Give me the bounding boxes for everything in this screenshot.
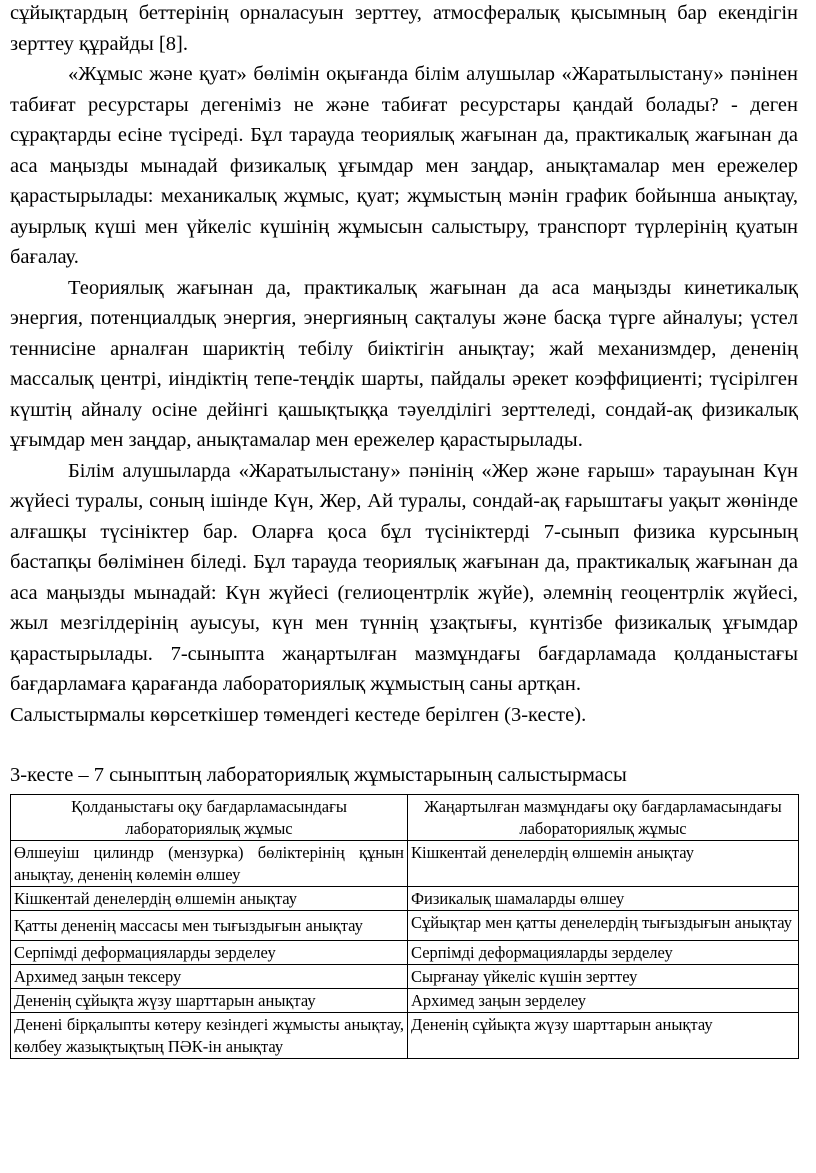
table-header-row [11,795,799,841]
table-row [11,941,799,965]
table-cell-updated: Архимед заңын зерделеу [408,989,799,1013]
table-cell-current: Денені бірқалыпты көтеру кезіндегі жұмысты анықтау, көлбеу жазықтықтың ПӘК-ін анықтау [11,1013,408,1059]
table-caption: 3-кесте – 7 сыныптың лабораториялық жұмыстарының салыстырмасы [10,764,627,786]
paragraph-earth-and-space: Білім алушыларда «Жаратылыстану» пәнінің «Жер және ғарыш» тарауынан Күн жүйесі туралы, соның ішінде Күн, Жер, Ай туралы, сондай-ақ ғарыштағы уақыт жөнінде алғашқы түсініктер бар. Оларға қоса бұл түсініктерді 7-сынып физика курсының бастапқы бөлімінен біледі. Бұл тарауда теориялық жағынан да, практикалық жағынан да аса маңызды мынадай: Күн жүйесі (гелиоцентрлік жүйе), әлемнің геоцентрлік жүйесі, жыл мезгілдерінің ауысуы, күн мен түннің ұзақтығы, күнтізбе физикалық ұғымдар қарастырылады. 7-сыныпта жаңартылған мазмұндағы бағдарламада қолданыстағы бағдарламаға қарағанда лабораториялық жұмыстың саны артқан. [10,459,798,695]
table-cell-current: Серпімді деформацияларды зерделеу [11,941,408,965]
table-row [11,911,799,941]
table-cell-current: Кішкентай денелердің өлшемін анықтау [11,887,408,911]
paragraph-continuation: сұйықтардың беттерінің орналасуын зерттеу, атмосфералық қысымның бар екендігін зерттеу құрайды [8]. [10,2,798,55]
table-row [11,989,799,1013]
table-cell-updated: Сұйықтар мен қатты денелердің тығыздығын анықтау [408,911,799,941]
table-cell-current: Өлшеуіш цилиндр (мензурка) бөліктерінің құнын анықтау, дененің көлемін өлшеу [11,841,408,887]
table-cell-current: Архимед заңын тексеру [11,965,408,989]
table-cell-updated: Дененің сұйықта жүзу шарттарын анықтау [408,1013,799,1059]
table-row [11,965,799,989]
table-row [11,1013,799,1059]
table-cell-updated: Физикалық шамаларды өлшеу [408,887,799,911]
table-row [11,887,799,911]
table-cell-updated: Кішкентай денелердің өлшемін анықтау [408,841,799,887]
document-page [10,0,798,1059]
table-cell-current: Дененің сұйықта жүзу шарттарын анықтау [11,989,408,1013]
table-cell-current: Қатты дененің массасы мен тығыздығын анықтау [11,911,408,941]
paragraph-table-reference: Салыстырмалы көрсеткішер төмендегі кестеде берілген (3-кесте). [10,703,587,726]
comparison-table [10,794,799,1059]
paragraph-work-and-power: «Жұмыс және қуат» бөлімін оқығанда білім алушылар «Жаратылыстану» пәнінен табиғат ресурстары дегеніміз не және табиғат ресурстары қандай болады? - деген сұрақтарды есіне түсіреді. Бұл тарауда теориялық жағынан да, практикалық жағынан да аса маңызды мынадай физикалық ұғымдар мен заңдар, анықтамалар мен ережелер қарастырылады: механикалық жұмыс, қуат; жұмыстың мәнін график бойынша анықтау, ауырлық күші мен үйкеліс күшінің жұмысын салыстыру, транспорт түрлерінің қуатын бағалау. [10,63,798,268]
table-cell-updated: Серпімді деформацияларды зерделеу [408,941,799,965]
header-updated-program: Жаңартылған мазмұндағы оқу бағдарламасындағы лабораториялық жұмыс [408,795,799,841]
paragraph-energy: Теориялық жағынан да, практикалық жағынан да аса маңызды кинетикалық энергия, потенциалдық энергия, энергияның сақталуы және басқа түрге айналуы; үстел теннисіне арналған шариктің тебілу биіктігін анықтау; жай механизмдер, дененің массалық центрі, иіндіктің тепе-теңдік шарты, пайдалы әрекет коэффициенті; түсірілген күштің айналу осіне дейінгі қашықтыққа тәуелділігі зерттеледі, сондай-ақ физикалық ұғымдар мен заңдар, анықтамалар мен ережелер қарастырылады. [10,276,798,451]
header-current-program: Қолданыстағы оқу бағдарламасындағы лабораториялық жұмыс [11,795,408,841]
table-row [11,841,799,887]
table-cell-updated: Сырғанау үйкеліс күшін зерттеу [408,965,799,989]
